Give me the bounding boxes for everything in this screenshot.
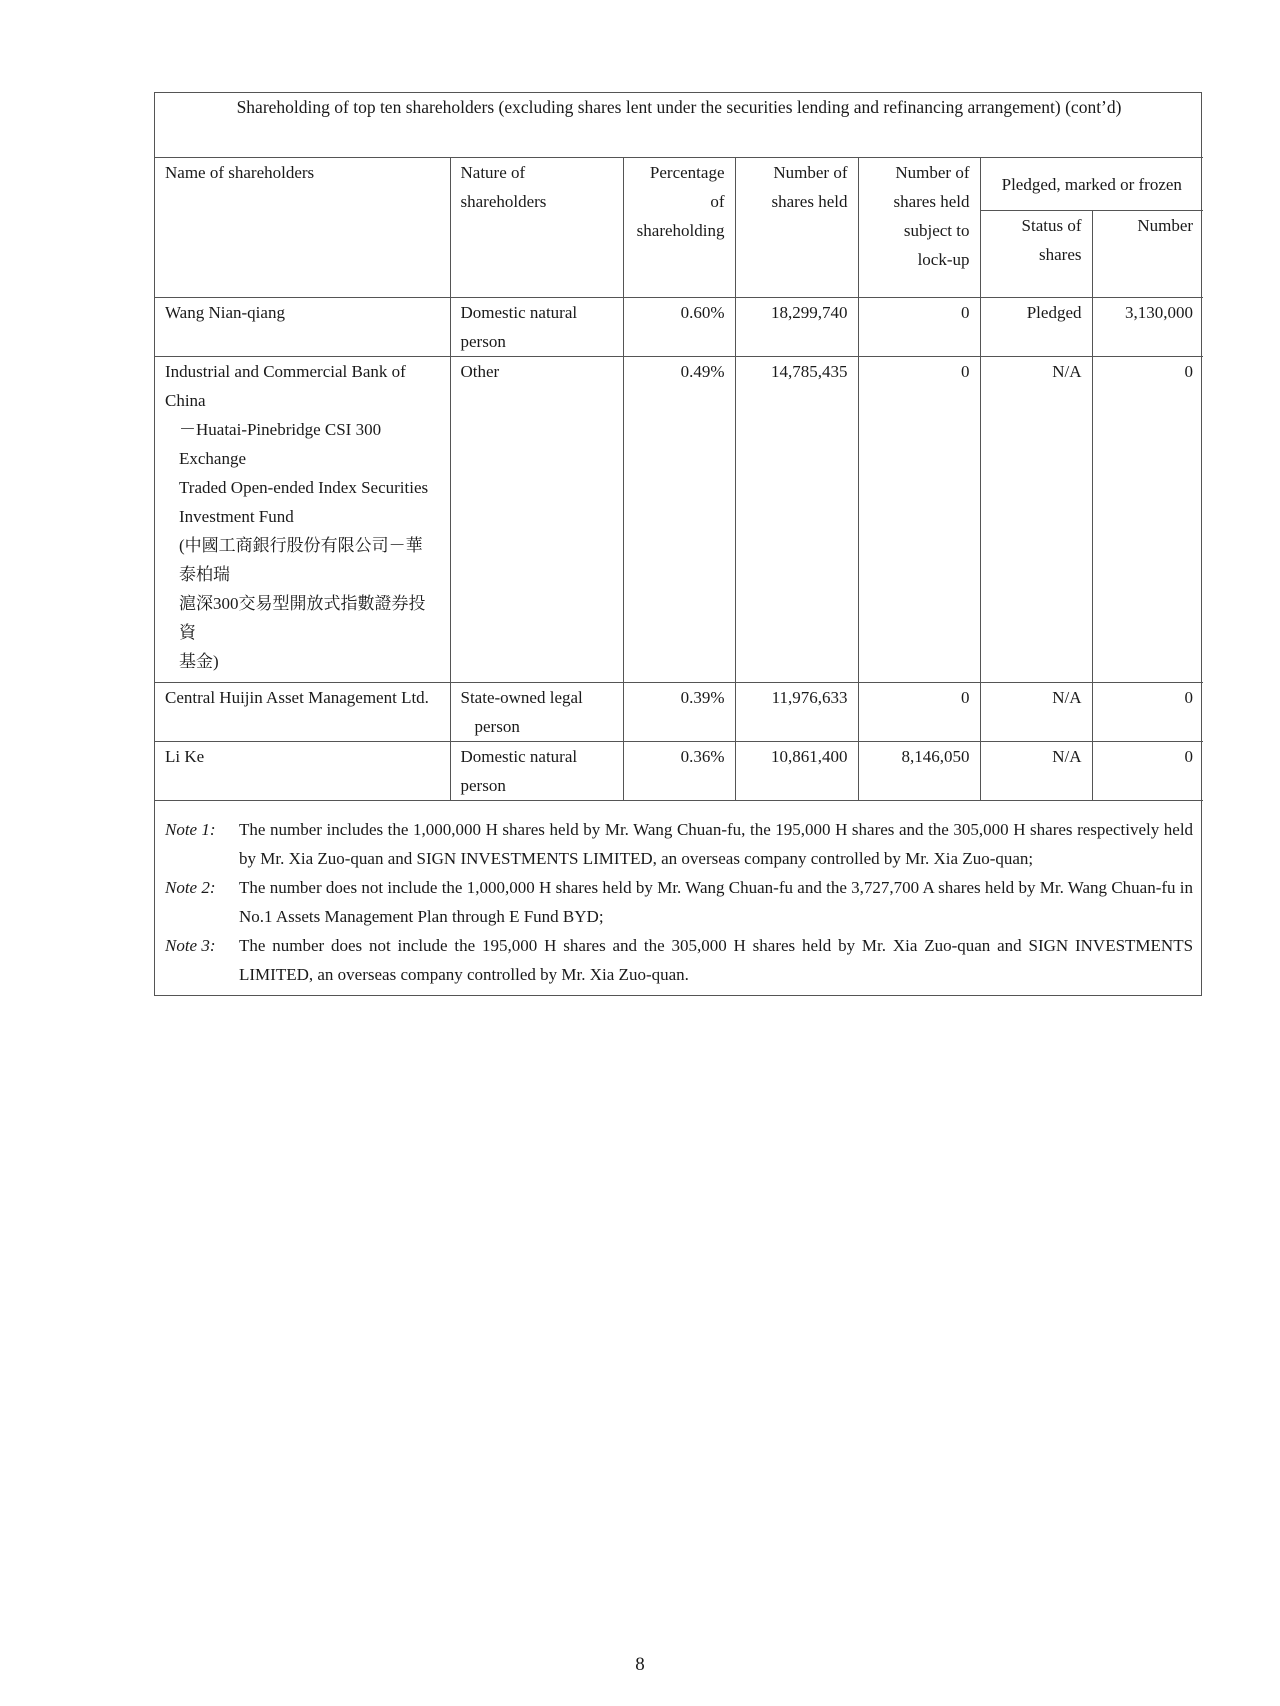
- header-lockup-line: Number of: [895, 163, 970, 182]
- cell-nature-line: Domestic natural person: [460, 303, 578, 351]
- cell-nature: [450, 683, 623, 742]
- cell-percentage: 0.60%: [623, 298, 735, 357]
- cell-status: N/A: [980, 357, 1092, 683]
- note-label: Note 2:: [165, 878, 216, 897]
- cell-name: [155, 742, 450, 801]
- cell-nature-line: person: [474, 717, 520, 736]
- cell-name-line: －Huatai-Pinebridge CSI 300 Exchange: [179, 420, 382, 468]
- cell-number: 0: [1092, 357, 1203, 683]
- cell-nature-line: State-owned legal: [460, 688, 583, 707]
- cell-name-line: Wang Nian-qiang: [165, 303, 285, 322]
- cell-number: 0: [1092, 742, 1203, 801]
- cell-percentage: 0.39%: [623, 683, 735, 742]
- header-shares-held-line: shares held: [771, 192, 848, 211]
- header-lockup-line: subject to: [903, 221, 970, 240]
- cell-nature: [450, 742, 623, 801]
- cell-shares-held: 11,976,633: [735, 683, 858, 742]
- table-row: [155, 357, 1203, 683]
- header-percentage-line: Percentage: [649, 163, 725, 182]
- cell-lockup: 0: [858, 298, 980, 357]
- header-nature: Nature of shareholders: [450, 158, 623, 298]
- note-text: The number does not include the 195,000 H shares and the 305,000 H shares held by Mr. Xia Zuo-quan and SIGN INVESTMENTS LIMITED, an overseas company controlled by Mr. Xia Zuo-quan.: [239, 936, 1194, 984]
- note-item: [165, 815, 1193, 873]
- cell-status: N/A: [980, 683, 1092, 742]
- header-lockup-line: lock-up: [917, 250, 970, 269]
- table-row: [155, 742, 1203, 801]
- cell-name-line: (中國工商銀行股份有限公司－華泰柏瑞: [179, 536, 423, 584]
- cell-nature: [450, 357, 623, 683]
- header-shares-held: [735, 158, 858, 298]
- shareholding-table: [155, 93, 1203, 995]
- cell-shares-held: 14,785,435: [735, 357, 858, 683]
- cell-nature: [450, 298, 623, 357]
- header-percentage-line: of: [710, 192, 725, 211]
- cell-name-line: 滬深300交易型開放式指數證券投資: [179, 594, 426, 642]
- header-number: Number: [1092, 211, 1203, 298]
- cell-name-line: Central Huijin Asset Management Ltd.: [165, 688, 429, 707]
- header-percentage: [623, 158, 735, 298]
- note-item: [165, 873, 1193, 931]
- cell-name: [155, 298, 450, 357]
- cell-nature-line: Other: [460, 362, 500, 381]
- cell-status: Pledged: [980, 298, 1092, 357]
- header-shares-held-line: Number of: [773, 163, 848, 182]
- cell-percentage: 0.36%: [623, 742, 735, 801]
- note-text: The number does not include the 1,000,000 H shares held by Mr. Wang Chuan-fu and the 3,727,700 A shares held by Mr. Wang Chuan-fu in No.1 Assets Management Plan through E Fund BYD;: [239, 878, 1194, 926]
- cell-name-line: Investment Fund: [179, 507, 294, 526]
- header-lockup: [858, 158, 980, 298]
- note-label: Note 1:: [165, 820, 216, 839]
- cell-lockup: 0: [858, 683, 980, 742]
- note-label: Note 3:: [165, 936, 216, 955]
- cell-lockup: 0: [858, 357, 980, 683]
- cell-name: [155, 357, 450, 683]
- cell-shares-held: 18,299,740: [735, 298, 858, 357]
- cell-number: 0: [1092, 683, 1203, 742]
- cell-lockup: 8,146,050: [858, 742, 980, 801]
- cell-number: 3,130,000: [1092, 298, 1203, 357]
- notes-section: [155, 801, 1203, 996]
- cell-nature-line: Domestic natural person: [460, 747, 578, 795]
- cell-shares-held: 10,861,400: [735, 742, 858, 801]
- header-status: [980, 211, 1092, 298]
- table-row: [155, 298, 1203, 357]
- table-title: Shareholding of top ten shareholders (excluding shares lent under the securities lending and refinancing arrangement) (cont’d): [155, 93, 1203, 158]
- note-text: The number includes the 1,000,000 H shares held by Mr. Wang Chuan-fu, the 195,000 H shares and the 305,000 H shares respectively held by Mr. Xia Zuo-quan and SIGN INVESTMENTS LIMITED, an overseas company controlled by Mr. Xia Zuo-quan;: [239, 820, 1194, 868]
- shareholding-table-frame: [154, 92, 1202, 996]
- note-item: [165, 931, 1193, 989]
- header-status-line: Status of: [1021, 216, 1082, 235]
- header-pledged-group: Pledged, marked or frozen: [980, 158, 1203, 211]
- header-name: Name of shareholders: [155, 158, 450, 298]
- cell-name-line: Traded Open-ended Index Securities: [179, 478, 429, 497]
- header-lockup-line: shares held: [893, 192, 970, 211]
- cell-name-line: 基金): [179, 652, 219, 671]
- cell-name-line: Li Ke: [165, 747, 205, 766]
- cell-name-line: Industrial and Commercial Bank of China: [165, 362, 406, 410]
- header-percentage-line: shareholding: [636, 221, 725, 240]
- cell-name: [155, 683, 450, 742]
- page-number: 8: [635, 1654, 645, 1675]
- cell-percentage: 0.49%: [623, 357, 735, 683]
- header-status-line: shares: [1039, 245, 1082, 264]
- table-row: [155, 683, 1203, 742]
- cell-status: N/A: [980, 742, 1092, 801]
